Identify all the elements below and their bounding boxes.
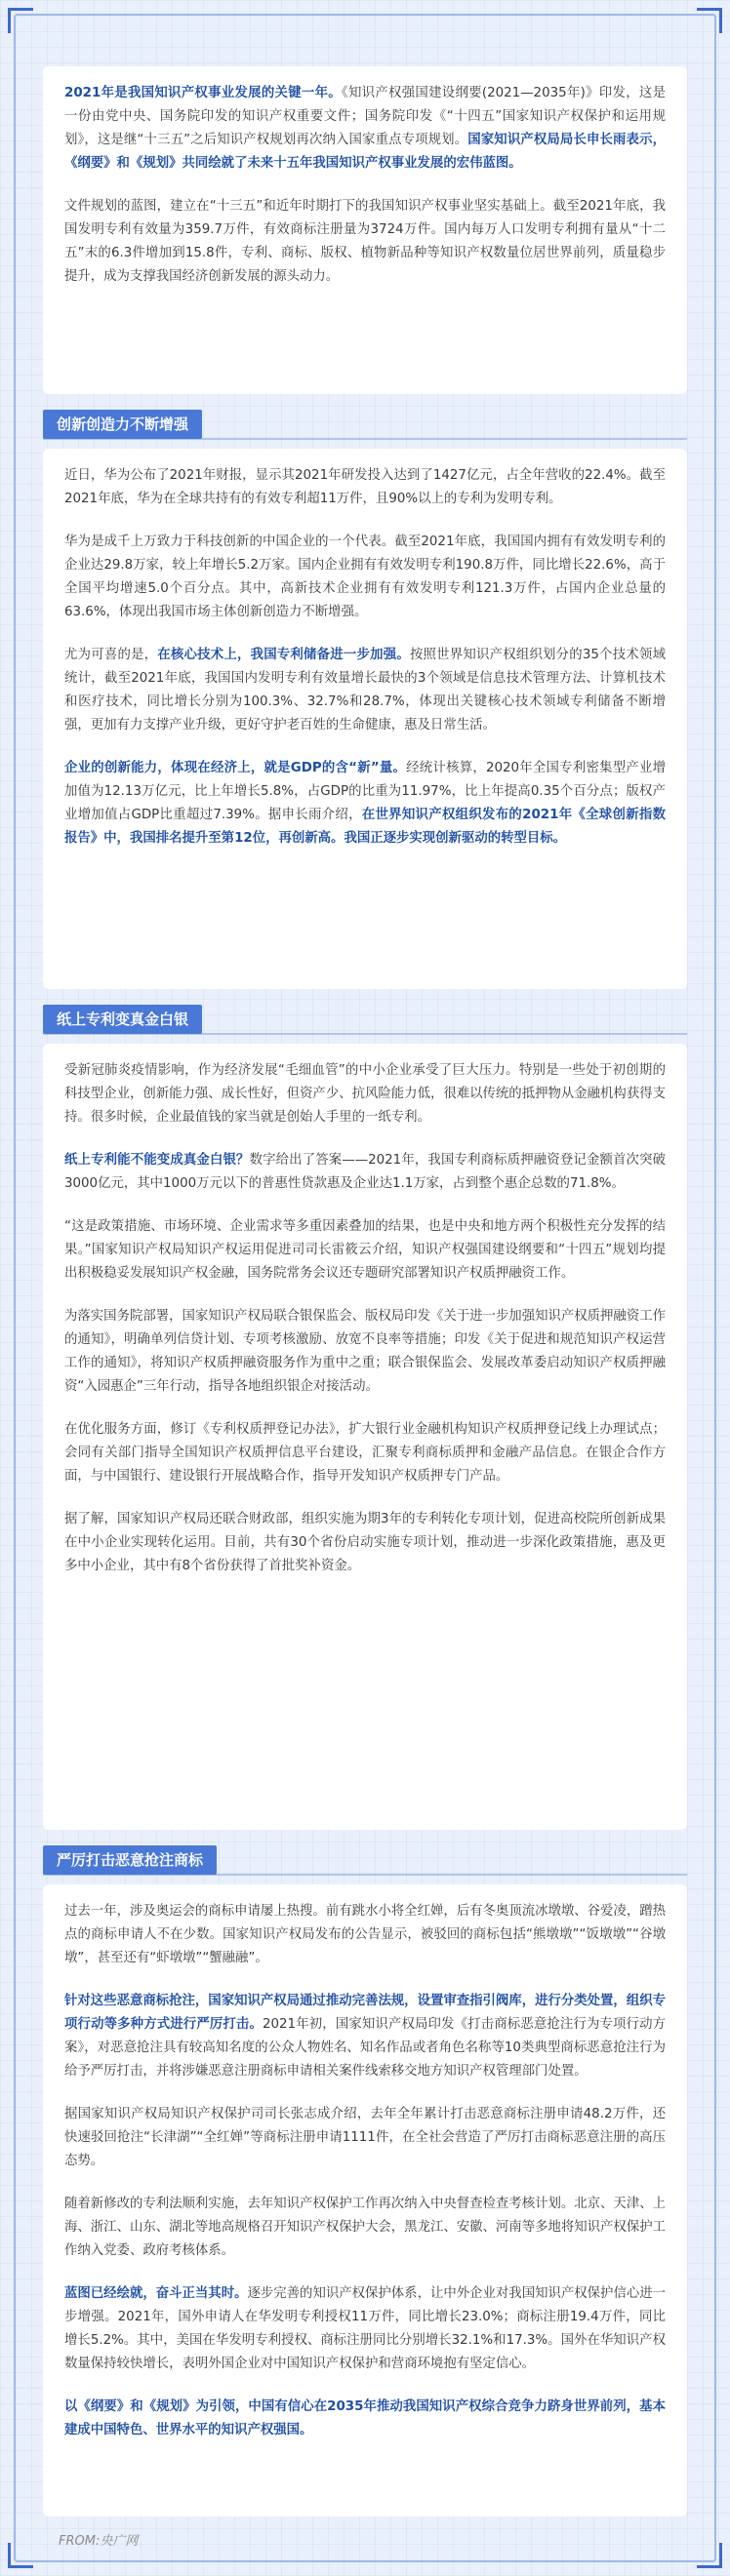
highlight-text: 针对这些恶意商标抢注，国家知识产权局通过推动完善法规，设置审查指引阀库，进行分类处置，组织专项行动等多种方式进行严厉打击。 xyxy=(64,1994,666,2032)
highlight-text: 在世界知识产权组织发布的2021年《全球创新指数报告》中，我国排名提升至第12位，再创新高。我国正逐步实现创新驱动的转型目标。 xyxy=(64,808,666,846)
body-text: 据国家知识产权局知识产权保护司司长张志成介绍，去年全年累计打击恶意商标注册申请48.2万件，还快速驳回抢注“长津湖”“全红婵”等商标注册申请1111件，在全社会营造了严厉打击商标恶意注册的高压态势。 xyxy=(64,2107,666,2168)
highlight-text: 国家知识产权局局长申长雨表示，《纲要》和《规划》共同绘就了未来十五年我国知识产权事业发展的宏伟蓝图。 xyxy=(64,133,666,171)
body-text: “这是政策措施、市场环境、企业需求等多重因素叠加的结果，也是中央和地方两个积极性充分发挥的结果。”国家知识产权局知识产权运用促进司司长雷筱云介绍，知识产权强国建设纲要和“十四五”规划均提出积极稳妥发展知识产权金融，国务院常务会议还专题研究部署知识产权质押融资工作。 xyxy=(64,1219,666,1281)
paragraph xyxy=(64,757,666,851)
section-title: 创新创造力不断增强 xyxy=(43,410,202,439)
body-text: 近日，华为公布了2021年财报，显示其2021年研发投入达到了1427亿元，占全年营收的22.4%。截至2021年底，华为在全球共持有的有效专利超11万件，且90%以上的专利为发明专利。 xyxy=(64,468,666,506)
highlight-text: 2021年是我国知识产权事业发展的关键一年。 xyxy=(64,86,342,100)
body-text: 《知识产权强国建设纲要(2021—2035年)》印发，这是一份由党中央、国务院印发的知识产权重要文件；国务院印发《“十四五”国家知识产权保护和运用规划》，这是继“十三五”之后知识产权规划再次纳入国家重点专项规划。 xyxy=(64,86,666,147)
body-text: 经统计核算，2020年全国专利密集型产业增加值为12.13万亿元，比上年增长5.8%，占GDP的比重为11.97%，比上年提高0.35个百分点；版权产业增加值占GDP比重超过7.39%。据申长雨介绍， xyxy=(64,761,667,822)
body-text: 为落实国务院部署，国家知识产权局联合银保监会、版权局印发《关于进一步加强知识产权质押融资工作的通知》，明确单列信贷计划、专项考核激励、放宽不良率等措施；印发《关于促进和规范知识产权运营工作的通知》，将知识产权质押融资服务作为重中之重；联合银保监会、发展改革委启动知识产权质押融资“入园惠企”三年行动，指导各地组织银企对接活动。 xyxy=(64,1309,666,1394)
body-text: 按照世界知识产权组织划分的35个技术领域统计，截至2021年底，我国国内发明专利有效量增长最快的3个领域是信息技术管理方法、计算机技术和医疗技术，同比增长分别为100.3%、32.7%和28.7%，体现出关键核心技术领域专利储备不断增强，更加有力支撑产业升级，更好守护老百姓的生命健康，惠及日常生活。 xyxy=(64,648,667,733)
highlight-text: 企业的创新能力，体现在经济上，就是GDP的含“新”量。 xyxy=(64,761,407,775)
section-heading xyxy=(43,1005,202,1034)
section-divider xyxy=(43,1874,687,1876)
intro-paragraph xyxy=(64,82,666,176)
paragraph xyxy=(64,1305,666,1399)
body-text: 在优化服务方面，修订《专利权质押登记办法》，扩大银行业金融机构知识产权质押登记线上办理试点；会同有关部门指导全国知识产权质押信息平台建设，汇聚专利商标质押和金融产品信息。在银企合作方面，与中国银行、建设银行开展战略合作，指导开发知识产权质押专门产品。 xyxy=(64,1422,666,1484)
body-text: 数字给出了答案——2021年，我国专利商标质押融资登记金额首次突破3000亿元，其中1000万元以下的普惠性贷款惠及企业达1.1万家，占到整个惠企总数的71.8%。 xyxy=(64,1153,667,1191)
section-card xyxy=(43,449,687,989)
paragraph xyxy=(64,1418,666,1488)
body-text: 2021年初，国家知识产权局印发《打击商标恶意抢注行为专项行动方案》，对恶意抢注具有较高知名度的公众人物姓名、知名作品或者角色名称等10类典型商标恶意抢注行为给予严厉打击，并将涉嫌恶意注册商标申请相关案件线索移交地方知识产权管理部门处置。 xyxy=(64,2017,667,2079)
corner-ornament xyxy=(8,2543,33,2568)
paragraph xyxy=(64,464,666,511)
section-heading xyxy=(43,410,202,439)
body-text: 随着新修改的专利法顺利实施，去年知识产权保护工作再次纳入中央督查检查考核计划。北京、天津、上海、浙江、山东、湖北等地高规格召开知识产权保护大会，黑龙江、安徽、河南等多地将知识产权保护工作纳入党委、政府考核体系。 xyxy=(64,2197,666,2258)
highlight-text: 蓝图已经绘就，奋斗正当其时。 xyxy=(64,2286,248,2301)
section-divider xyxy=(43,438,687,440)
section-divider xyxy=(43,1033,687,1035)
section-heading xyxy=(43,1845,217,1875)
paragraph xyxy=(64,1990,666,2083)
paragraph xyxy=(64,1059,666,1129)
section-card xyxy=(43,1884,687,2517)
corner-ornament xyxy=(697,8,722,33)
body-text: 过去一年，涉及奥运会的商标申请屡上热搜。前有跳水小将全红婵，后有冬奥顶流冰墩墩、谷爱凌，蹭热点的商标申请人不在少数。国家知识产权局发布的公告显示，被驳回的商标包括“熊墩墩”“饭墩墩”“谷墩墩”，甚至还有“虾墩墩”“蟹融融”。 xyxy=(64,1904,666,1965)
section-title: 纸上专利变真金白银 xyxy=(43,1005,202,1034)
paragraph xyxy=(64,2103,666,2173)
corner-ornament xyxy=(697,2543,722,2568)
highlight-text: 在核心技术上，我国专利储备进一步加强。 xyxy=(157,648,410,662)
paragraph xyxy=(64,2396,666,2442)
section-title: 严厉打击恶意抢注商标 xyxy=(43,1845,217,1875)
paragraph xyxy=(64,1149,666,1196)
intro-paragraph xyxy=(64,195,666,289)
highlight-text: 纸上专利能不能变成真金白银？ xyxy=(64,1153,250,1168)
body-text: 华为是成千上万致力于科技创新的中国企业的一个代表。截至2021年底，我国国内拥有有效发明专利的企业达29.8万家，较上年增长5.2万家。国内企业拥有有效发明专利190.8万件，同比增长22.6%，高于全国平均增速5.0个百分点。其中，高新技术企业拥有有效发明专利121.3万件，占国内企业总量的63.6%，体现出我国市场主体创新创造力不断增强。 xyxy=(64,535,666,619)
body-text: 逐步完善的知识产权保护体系，让中外企业对我国知识产权保护信心进一步增强。2021年，国外申请人在华发明专利授权11万件，同比增长23.0%；商标注册19.4万件，同比增长5.2%。其中，美国在华发明专利授权、商标注册同比分别增长32.1%和17.3%。国外在华知识产权数量保持较快增长，表明外国企业对中国知识产权保护和营商环境抱有坚定信心。 xyxy=(64,2286,667,2371)
highlight-text: 以《纲要》和《规划》为引领，中国有信心在2035年推动我国知识产权综合竞争力跻身世界前列，基本建成中国特色、世界水平的知识产权强国。 xyxy=(64,2399,666,2437)
paragraph xyxy=(64,531,666,624)
section-card xyxy=(43,1044,687,1830)
paragraph xyxy=(64,2193,666,2263)
paragraph xyxy=(64,1900,666,1970)
paragraph xyxy=(64,1508,666,1578)
body-text: 文件规划的蓝图，建立在“十三五”和近年时期打下的我国知识产权事业坚实基础上。截至2021年底，我国发明专利有效量为359.7万件，有效商标注册量为3724万件。国内每万人口发明专利拥有量从“十二五”末的6.3件增加到15.8件，专利、商标、版权、植物新品种等知识产权数量位居世界前列，质量稳步提升，成为支撑我国经济创新发展的源头动力。 xyxy=(64,199,666,284)
paragraph xyxy=(64,2282,666,2376)
body-text: 据了解，国家知识产权局还联合财政部，组织实施为期3年的专利转化专项计划，促进高校院所创新成果在中小企业实现转化运用。目前，共有30个省份启动实施专项计划，推动进一步深化政策措施，惠及更多中小企业，其中有8个省份获得了首批奖补资金。 xyxy=(64,1512,666,1573)
intro-card xyxy=(43,66,687,394)
body-text: 尤为可喜的是， xyxy=(64,648,158,662)
paragraph xyxy=(64,1215,666,1286)
body-text: 受新冠肺炎疫情影响，作为经济发展“毛细血管”的中小企业承受了巨大压力。特别是一些处于初创期的科技型企业，创新能力强、成长性好，但资产少、抗风险能力低，很难以传统的抵押物从金融机构获得支持。很多时候，企业最值钱的家当就是创始人手里的一纸专利。 xyxy=(64,1063,666,1125)
source-credit: FROM:央广网 xyxy=(59,2534,139,2549)
corner-ornament xyxy=(8,8,33,33)
paragraph xyxy=(64,644,666,737)
